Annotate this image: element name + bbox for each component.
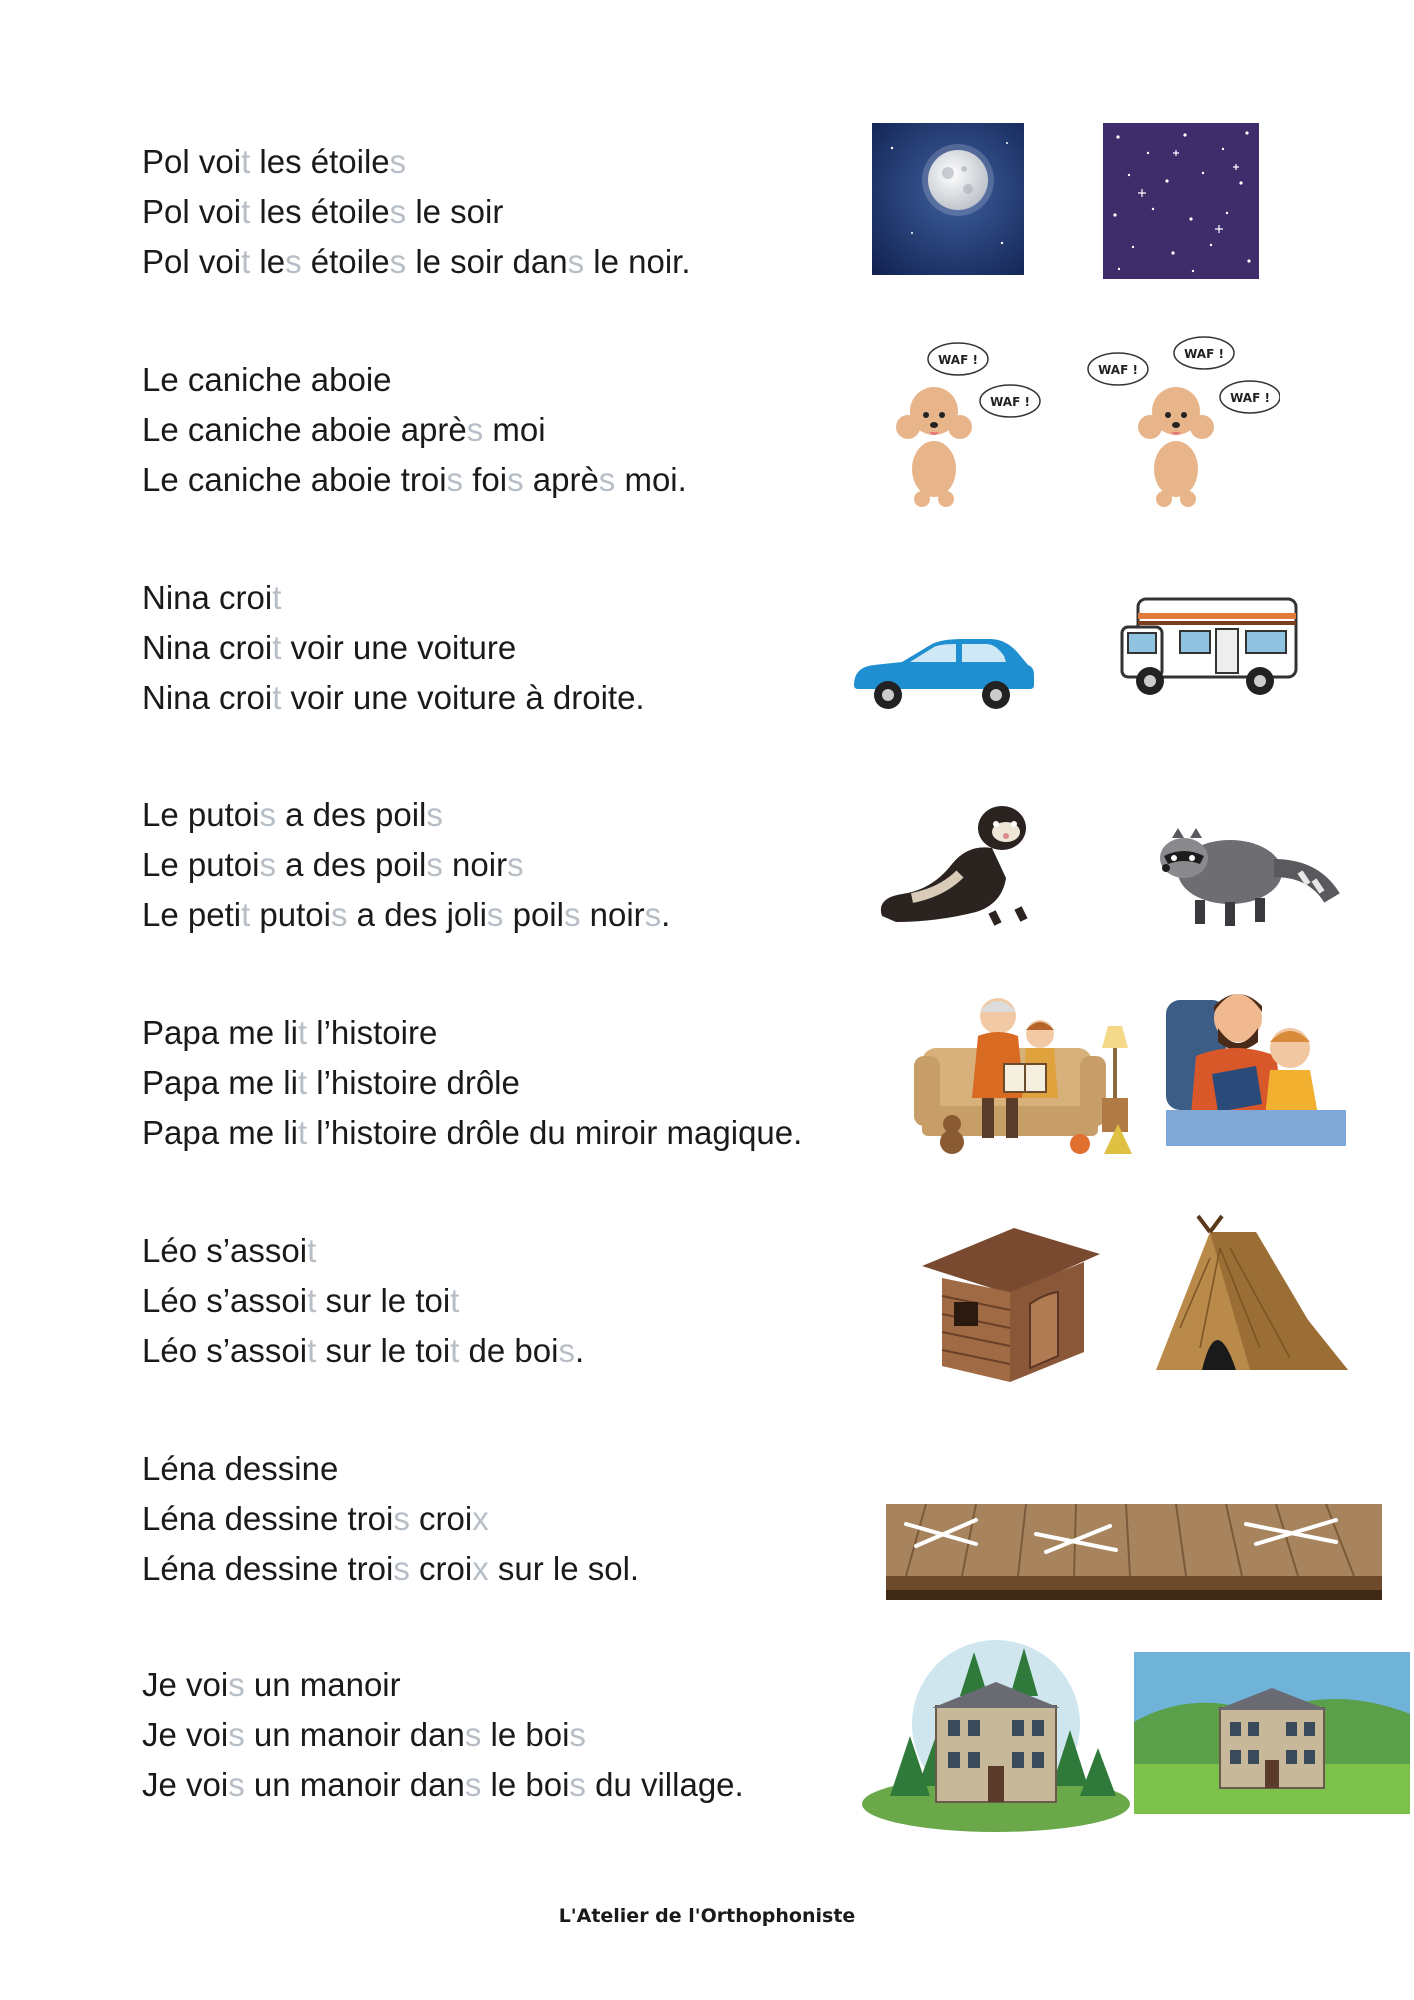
sentence-text: moi bbox=[483, 411, 546, 448]
car-icon bbox=[848, 633, 1034, 711]
sentence-line bbox=[142, 237, 691, 287]
silent-letter: s bbox=[228, 1766, 245, 1803]
sentence-text: Le caniche aboie aprè bbox=[142, 411, 467, 448]
sentence-text: aprè bbox=[523, 461, 599, 498]
sentence-text: Je voi bbox=[142, 1766, 229, 1803]
sentence-text: l’histoire drôle bbox=[307, 1064, 520, 1101]
sentence-text: foi bbox=[463, 461, 508, 498]
sentence-text: Pol voi bbox=[142, 243, 242, 280]
wooden-cabin-icon bbox=[918, 1218, 1104, 1388]
sentence-block-6 bbox=[0, 1226, 1414, 1406]
silent-letter: s bbox=[426, 846, 443, 883]
sentence-lines bbox=[142, 1226, 584, 1376]
silent-letter: t bbox=[241, 193, 251, 230]
sentence-line bbox=[142, 1058, 802, 1108]
raccoon-icon bbox=[1150, 810, 1340, 930]
sentence-text: le boi bbox=[481, 1716, 570, 1753]
sentence-text: Léna dessine bbox=[142, 1450, 339, 1487]
sentence-text: Papa me li bbox=[142, 1064, 298, 1101]
sentence-line bbox=[142, 790, 670, 840]
sentence-text: noir bbox=[580, 896, 645, 933]
silent-letter: t bbox=[297, 1114, 308, 1151]
sentence-text: . bbox=[574, 1332, 585, 1369]
silent-letter: t bbox=[307, 1332, 317, 1369]
silent-letter: t bbox=[241, 896, 251, 933]
silent-letter: s bbox=[389, 243, 407, 280]
sentence-text: étoile bbox=[301, 243, 390, 280]
manor-forest-icon bbox=[860, 1636, 1130, 1836]
silent-letter: t bbox=[241, 143, 251, 180]
silent-letter: t bbox=[297, 1014, 308, 1051]
silent-letter: s bbox=[331, 896, 348, 933]
sentence-line bbox=[142, 890, 670, 940]
silent-letter: s bbox=[558, 1332, 575, 1369]
moon-icon bbox=[872, 123, 1024, 275]
sentence-line bbox=[142, 355, 687, 405]
sentence-text: Le caniche aboie troi bbox=[142, 461, 447, 498]
silent-letter: t bbox=[307, 1282, 317, 1319]
sentence-line bbox=[142, 573, 645, 623]
sentence-lines bbox=[142, 355, 687, 505]
sentence-block-7 bbox=[0, 1444, 1414, 1624]
sentence-text: Je voi bbox=[142, 1666, 229, 1703]
silent-letter: t bbox=[241, 243, 251, 280]
sentence-text: le soir dan bbox=[406, 243, 568, 280]
silent-letter: t bbox=[272, 679, 282, 716]
sentence-text: le soir bbox=[406, 193, 504, 230]
silent-letter: t bbox=[450, 1282, 460, 1319]
sentence-text: Léo s’assoi bbox=[142, 1282, 308, 1319]
silent-letter: x bbox=[472, 1500, 489, 1537]
sentence-line bbox=[142, 137, 691, 187]
sentence-line bbox=[142, 1276, 584, 1326]
silent-letter: s bbox=[464, 1716, 482, 1753]
manor-countryside-icon bbox=[1134, 1652, 1410, 1814]
sentence-text: Le peti bbox=[142, 896, 242, 933]
silent-letter: s bbox=[486, 896, 504, 933]
camper-van-icon bbox=[1120, 593, 1300, 703]
sentence-text: Léna dessine troi bbox=[142, 1550, 394, 1587]
sentence-text: a des poil bbox=[275, 796, 427, 833]
silent-letter: t bbox=[272, 629, 282, 666]
silent-letter: s bbox=[259, 846, 276, 883]
sentence-line bbox=[142, 1326, 584, 1376]
sentence-line bbox=[142, 1008, 802, 1058]
sentence-text: de boi bbox=[459, 1332, 559, 1369]
silent-letter: s bbox=[644, 896, 662, 933]
sentence-text: le noir. bbox=[584, 243, 691, 280]
silent-letter: s bbox=[389, 143, 407, 180]
sentence-text: Nina croi bbox=[142, 679, 273, 716]
sentence-text: poil bbox=[503, 896, 564, 933]
sentence-text: le bbox=[250, 243, 286, 280]
sentence-lines bbox=[142, 573, 645, 723]
sentence-block-8 bbox=[0, 1660, 1414, 1840]
thatched-hut-icon bbox=[1140, 1208, 1350, 1388]
sentence-text: un manoir dan bbox=[244, 1766, 465, 1803]
silent-letter: s bbox=[464, 1766, 482, 1803]
sentence-text: voir une voiture bbox=[281, 629, 517, 666]
sentence-text: Nina croi bbox=[142, 579, 273, 616]
dad-reading-icon bbox=[1166, 976, 1346, 1146]
silent-letter: x bbox=[472, 1550, 489, 1587]
sentence-text: a des joli bbox=[347, 896, 487, 933]
sentence-text: le boi bbox=[481, 1766, 570, 1803]
sentence-lines bbox=[142, 790, 670, 940]
silent-letter: t bbox=[307, 1232, 317, 1269]
sentence-text: les étoile bbox=[250, 143, 390, 180]
sentence-text: sur le toi bbox=[316, 1282, 451, 1319]
silent-letter: s bbox=[507, 461, 524, 498]
sentence-line bbox=[142, 1226, 584, 1276]
sentence-text: un manoir dan bbox=[244, 1716, 465, 1753]
sentence-text: Le putoi bbox=[142, 846, 260, 883]
stars-icon bbox=[1103, 123, 1259, 279]
silent-letter: s bbox=[393, 1500, 410, 1537]
sentence-text: a des poil bbox=[275, 846, 427, 883]
silent-letter: t bbox=[450, 1332, 460, 1369]
silent-letter: s bbox=[569, 1716, 586, 1753]
sentence-text: Le caniche aboie bbox=[142, 361, 392, 398]
sentence-text: Papa me li bbox=[142, 1014, 298, 1051]
silent-letter: s bbox=[228, 1666, 245, 1703]
silent-letter: s bbox=[507, 846, 524, 883]
sentence-block-4 bbox=[0, 790, 1414, 970]
sentence-lines bbox=[142, 1444, 639, 1594]
sentence-block-1 bbox=[0, 137, 1414, 317]
svg-text:WAF !: WAF ! bbox=[938, 353, 978, 367]
silent-letter: s bbox=[393, 1550, 410, 1587]
sentence-text: l’histoire bbox=[307, 1014, 438, 1051]
svg-text:WAF !: WAF ! bbox=[1098, 363, 1138, 377]
sentence-text: sur le sol. bbox=[488, 1550, 640, 1587]
svg-text:WAF !: WAF ! bbox=[1184, 347, 1224, 361]
sentence-lines bbox=[142, 1008, 802, 1158]
sentence-text: . bbox=[661, 896, 671, 933]
sentence-line bbox=[142, 1444, 639, 1494]
footer-credit: L'Atelier de l'Orthophoniste bbox=[558, 1905, 856, 1927]
sentence-text: sur le toi bbox=[316, 1332, 451, 1369]
sentence-text: Léo s’assoi bbox=[142, 1332, 308, 1369]
silent-letter: s bbox=[446, 461, 464, 498]
barking-poodle-icon bbox=[882, 329, 1042, 509]
silent-letter: s bbox=[598, 461, 616, 498]
silent-letter: s bbox=[563, 896, 581, 933]
sentence-text: croi bbox=[409, 1500, 473, 1537]
silent-letter: t bbox=[297, 1064, 308, 1101]
sentence-text: Léna dessine troi bbox=[142, 1500, 394, 1537]
sentence-lines bbox=[142, 1660, 744, 1810]
silent-letter: s bbox=[285, 243, 302, 280]
silent-letter: s bbox=[466, 411, 484, 448]
sentence-text: Nina croi bbox=[142, 629, 273, 666]
silent-letter: s bbox=[569, 1766, 586, 1803]
sentence-line bbox=[142, 673, 645, 723]
poodle-three-barks-icon bbox=[1080, 329, 1280, 509]
sentence-line bbox=[142, 1660, 744, 1710]
silent-letter: s bbox=[426, 796, 443, 833]
sentence-text: Léo s’assoi bbox=[142, 1232, 308, 1269]
sentence-text: croi bbox=[409, 1550, 473, 1587]
sentence-text: Le putoi bbox=[142, 796, 260, 833]
sentence-line bbox=[142, 1760, 744, 1810]
sentence-text: putoi bbox=[250, 896, 331, 933]
sentence-line bbox=[142, 1710, 744, 1760]
svg-text:WAF !: WAF ! bbox=[990, 395, 1030, 409]
sentence-block-2 bbox=[0, 347, 1414, 535]
floor-crosses-icon bbox=[886, 1504, 1382, 1600]
sentence-line bbox=[142, 405, 687, 455]
sentence-text: moi. bbox=[615, 461, 687, 498]
sentence-line bbox=[142, 840, 670, 890]
sentence-lines bbox=[142, 137, 691, 287]
silent-letter: s bbox=[228, 1716, 245, 1753]
sentence-text: Je voi bbox=[142, 1716, 229, 1753]
sentence-line bbox=[142, 1494, 639, 1544]
silent-letter: s bbox=[567, 243, 585, 280]
sentence-line bbox=[142, 1544, 639, 1594]
sentence-text: Pol voi bbox=[142, 143, 242, 180]
sentence-line bbox=[142, 187, 691, 237]
sentence-block-3 bbox=[0, 573, 1414, 753]
sentence-text: noir bbox=[442, 846, 508, 883]
sentence-block-5 bbox=[0, 1008, 1414, 1188]
sentence-line bbox=[142, 455, 687, 505]
sentence-line bbox=[142, 623, 645, 673]
sentence-text: un manoir bbox=[244, 1666, 401, 1703]
silent-letter: t bbox=[272, 579, 282, 616]
sentence-text: voir une voiture à droite. bbox=[281, 679, 645, 716]
sentence-text: Pol voi bbox=[142, 193, 242, 230]
svg-text:WAF !: WAF ! bbox=[1230, 391, 1270, 405]
sentence-text: du village. bbox=[585, 1766, 744, 1803]
grandpa-reading-icon bbox=[912, 986, 1138, 1166]
silent-letter: s bbox=[389, 193, 407, 230]
sentence-text: Papa me li bbox=[142, 1114, 298, 1151]
ferret-icon bbox=[872, 788, 1042, 928]
sentence-line bbox=[142, 1108, 802, 1158]
sentence-text: l’histoire drôle du miroir magique. bbox=[307, 1114, 803, 1151]
silent-letter: s bbox=[259, 796, 276, 833]
sentence-text: les étoile bbox=[250, 193, 390, 230]
